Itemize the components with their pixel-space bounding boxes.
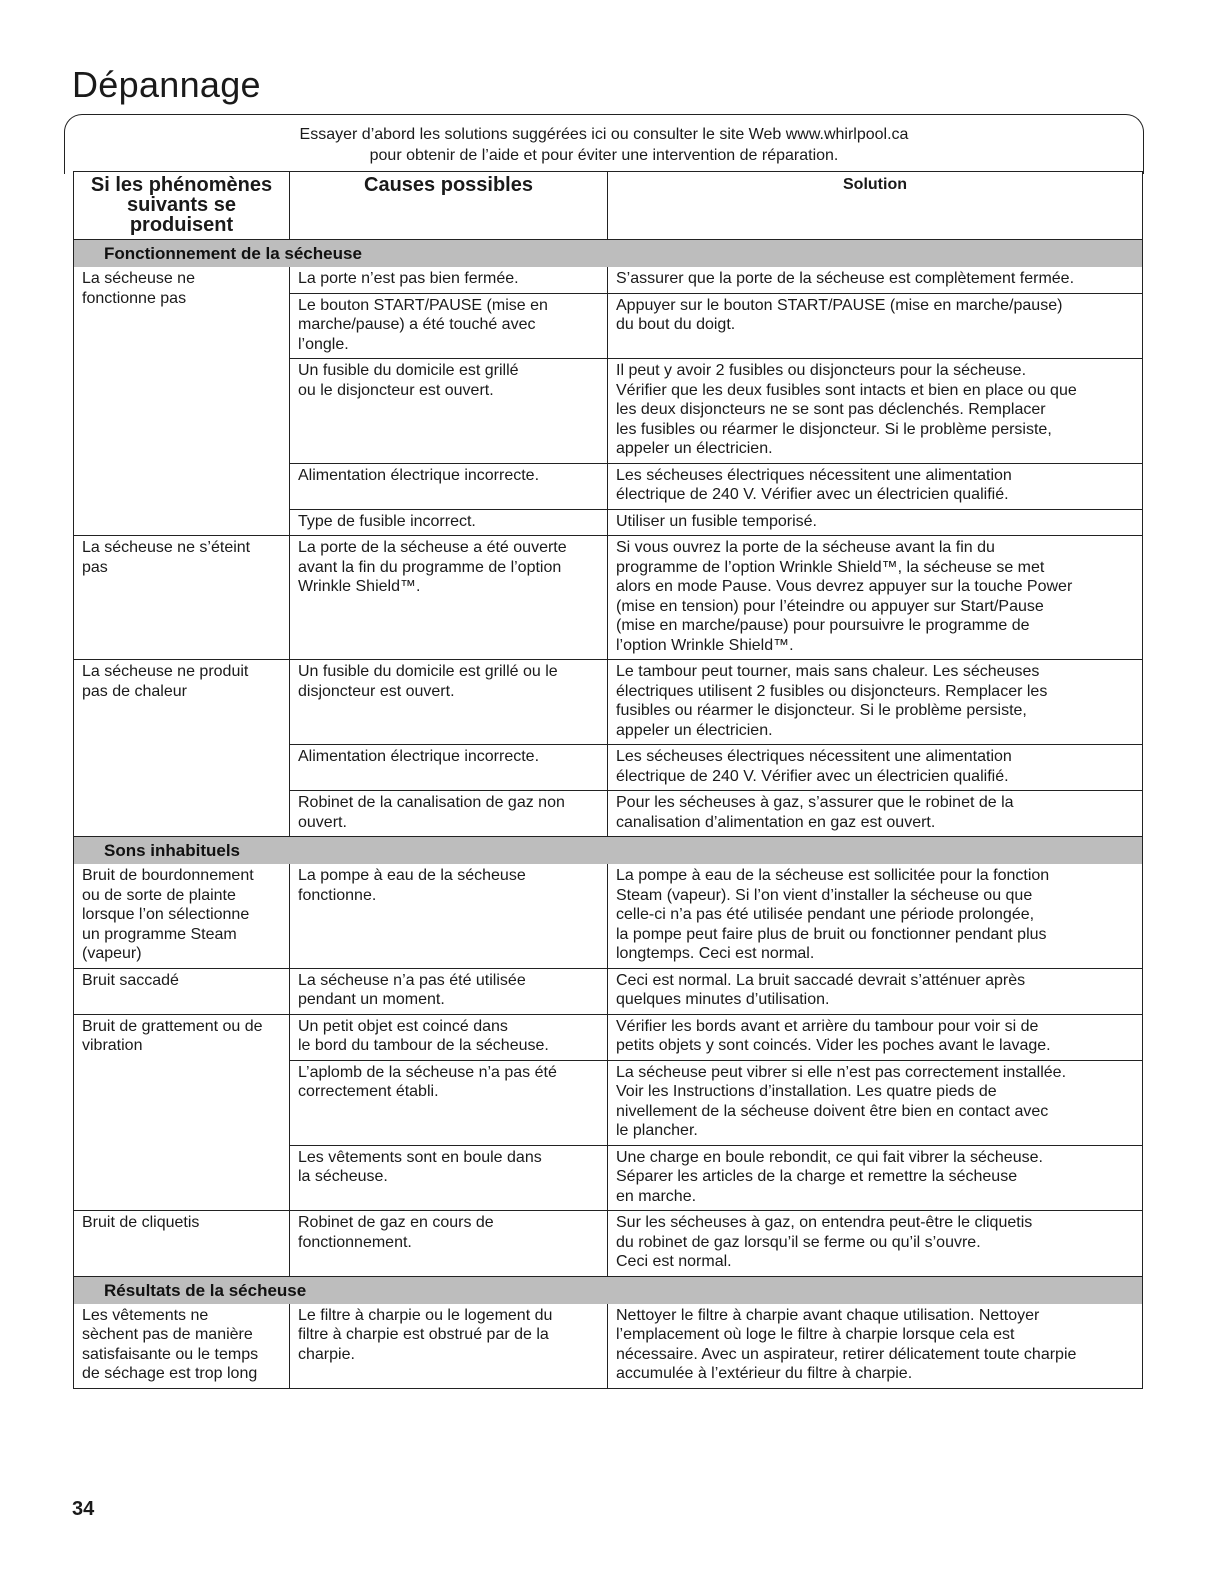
- solution-cell: Utiliser un fusible temporisé.: [608, 509, 1143, 536]
- solution-cell: Le tambour peut tourner, mais sans chaleur. Les sécheuses électriques utilisent 2 fusibles ou disjoncteurs. Remplacer les fusibles ou réarmer le disjoncteur. Si le problème persiste, appeler un électricien.: [608, 660, 1143, 745]
- problem-cell: La sécheuse ne fonctionne pas: [74, 267, 290, 536]
- section-row: [74, 240, 1143, 268]
- table-row: [74, 1211, 1143, 1277]
- cause-cell: Robinet de la canalisation de gaz non ouvert.: [290, 791, 608, 837]
- solution-cell: Appuyer sur le bouton START/PAUSE (mise en marche/pause) du bout du doigt.: [608, 293, 1143, 359]
- problem-cell: Bruit de grattement ou de vibration: [74, 1014, 290, 1211]
- cause-cell: Le bouton START/PAUSE (mise en marche/pause) a été touché avec l’ongle.: [290, 293, 608, 359]
- cause-cell: L’aplomb de la sécheuse n’a pas été correctement établi.: [290, 1060, 608, 1145]
- table-row: [74, 536, 1143, 660]
- table-row: [74, 1014, 1143, 1060]
- problem-cell: La sécheuse ne produit pas de chaleur: [74, 660, 290, 837]
- header-causes: Causes possibles: [290, 172, 608, 240]
- section-row: [74, 837, 1143, 865]
- solution-cell: La pompe à eau de la sécheuse est sollicitée pour la fonction Steam (vapeur). Si l’on vient d’installer la sécheuse ou que celle-ci n’a pas été utilisée pendant une période prolongée, la pompe peut faire plus de bruit ou fonctionner pendant plus longtemps. Ceci est normal.: [608, 864, 1143, 968]
- cause-cell: Le filtre à charpie ou le logement du filtre à charpie est obstrué par de la charpie.: [290, 1304, 608, 1389]
- cause-cell: Robinet de gaz en cours de fonctionnement.: [290, 1211, 608, 1277]
- solution-cell: Pour les sécheuses à gaz, s’assurer que le robinet de la canalisation d’alimentation en gaz est ouvert.: [608, 791, 1143, 837]
- problem-cell: Bruit de cliquetis: [74, 1211, 290, 1277]
- problem-cell: Bruit de bourdonnement ou de sorte de plainte lorsque l’on sélectionne un programme Steam (vapeur): [74, 864, 290, 968]
- solution-cell: S’assurer que la porte de la sécheuse est complètement fermée.: [608, 267, 1143, 293]
- table-row: [74, 1304, 1143, 1389]
- troubleshooting-table: [73, 171, 1143, 1389]
- solution-cell: Une charge en boule rebondit, ce qui fait vibrer la sécheuse. Séparer les articles de la charge et remettre la sécheuse en marche.: [608, 1145, 1143, 1211]
- intro-line: pour obtenir de l’aide et pour éviter une intervention de réparation.: [369, 147, 839, 164]
- problem-cell: Les vêtements ne sèchent pas de manière satisfaisante ou le temps de séchage est trop long: [74, 1304, 290, 1389]
- solution-cell: Si vous ouvrez la porte de la sécheuse avant la fin du programme de l’option Wrinkle Shield™, la sécheuse se met alors en mode Pause. Vous devrez appuyer sur la touche Power (mise en tension) pour l’éteindre ou appuyer sur Start/Pause (mise en marche/pause) pour poursuivre le programme de l’option Wrinkle Shield™.: [608, 536, 1143, 660]
- page-title: Dépannage: [72, 64, 261, 105]
- section-row: [74, 1276, 1143, 1304]
- cause-cell: Type de fusible incorrect.: [290, 509, 608, 536]
- cause-cell: La porte n’est pas bien fermée.: [290, 267, 608, 293]
- solution-cell: Il peut y avoir 2 fusibles ou disjoncteurs pour la sécheuse. Vérifier que les deux fusibles sont intacts et bien en place ou que les deux disjoncteurs ne se sont pas déclenchés. Remplacer les fusibles ou réarmer le disjoncteur. Si le problème persiste, appeler un électricien.: [608, 359, 1143, 464]
- cause-cell: Alimentation électrique incorrecte.: [290, 463, 608, 509]
- cause-cell: Un petit objet est coincé dans le bord du tambour de la sécheuse.: [290, 1014, 608, 1060]
- intro-line: Essayer d’abord les solutions suggérées ici ou consulter le site Web www.whirlpool.ca: [299, 126, 909, 143]
- intro-text: [64, 124, 1144, 166]
- cause-cell: La porte de la sécheuse a été ouverte avant la fin du programme de l’option Wrinkle Shield™.: [290, 536, 608, 660]
- section-title: Résultats de la sécheuse: [74, 1276, 1143, 1304]
- header-row: [74, 172, 1143, 240]
- problem-cell: Bruit saccadé: [74, 968, 290, 1014]
- problem-cell: La sécheuse ne s’éteint pas: [74, 536, 290, 660]
- solution-cell: Nettoyer le filtre à charpie avant chaque utilisation. Nettoyer l’emplacement où loge le filtre à charpie lorsque cela est nécessaire. Avec un aspirateur, retirer délicatement toute charpie accumulée à l’extérieur du filtre à charpie.: [608, 1304, 1143, 1389]
- solution-cell: Ceci est normal. La bruit saccadé devrait s’atténuer après quelques minutes d’utilisation.: [608, 968, 1143, 1014]
- cause-cell: La sécheuse n’a pas été utilisée pendant un moment.: [290, 968, 608, 1014]
- header-solution: Solution: [608, 172, 1143, 240]
- section-title: Fonctionnement de la sécheuse: [74, 240, 1143, 268]
- header-problem: Si les phénomènes suivants se produisent: [74, 172, 290, 240]
- solution-cell: Les sécheuses électriques nécessitent une alimentation électrique de 240 V. Vérifier avec un électricien qualifié.: [608, 463, 1143, 509]
- solution-cell: Vérifier les bords avant et arrière du tambour pour voir si de petits objets y sont coincés. Vider les poches avant le lavage.: [608, 1014, 1143, 1060]
- cause-cell: La pompe à eau de la sécheuse fonctionne.: [290, 864, 608, 968]
- section-title: Sons inhabituels: [74, 837, 1143, 865]
- cause-cell: Les vêtements sont en boule dans la sécheuse.: [290, 1145, 608, 1211]
- table-row: [74, 864, 1143, 968]
- cause-cell: Un fusible du domicile est grillé ou le disjoncteur est ouvert.: [290, 359, 608, 464]
- solution-cell: La sécheuse peut vibrer si elle n’est pas correctement installée. Voir les Instructions d’installation. Les quatre pieds de nivellement de la sécheuse doivent être bien en contact avec le plancher.: [608, 1060, 1143, 1145]
- solution-cell: Sur les sécheuses à gaz, on entendra peut-être le cliquetis du robinet de gaz lorsqu’il se ferme ou qu’il s’ouvre. Ceci est normal.: [608, 1211, 1143, 1277]
- table-body: [74, 240, 1143, 1389]
- table-row: [74, 660, 1143, 745]
- table-row: [74, 267, 1143, 293]
- solution-cell: Les sécheuses électriques nécessitent une alimentation électrique de 240 V. Vérifier avec un électricien qualifié.: [608, 745, 1143, 791]
- cause-cell: Alimentation électrique incorrecte.: [290, 745, 608, 791]
- page-number: 34: [72, 1498, 95, 1520]
- table-row: [74, 968, 1143, 1014]
- cause-cell: Un fusible du domicile est grillé ou le disjoncteur est ouvert.: [290, 660, 608, 745]
